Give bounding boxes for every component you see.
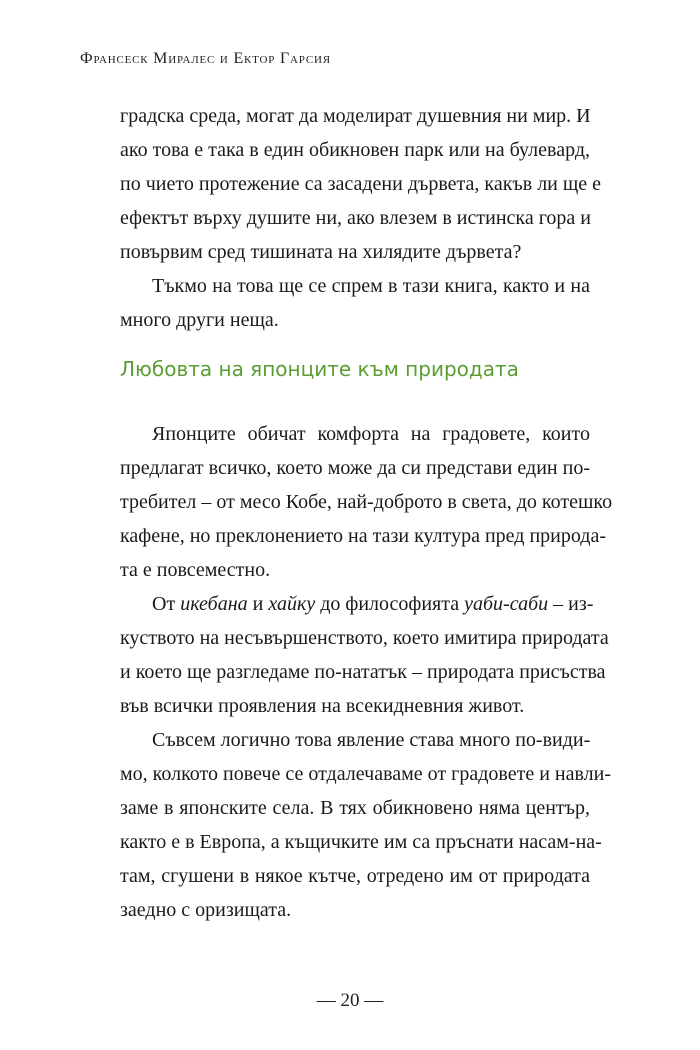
text-line: повървим сред тишината на хилядите дървета? [120, 241, 522, 263]
text-line: във всички проявления на всекидневния живот. [120, 695, 525, 717]
italic-term: икебана [180, 593, 248, 615]
section-heading: Любовта на японците към природата [120, 357, 519, 381]
text-line: ако това е така в един обикновен парк или на булевард, [120, 139, 590, 161]
text-run: и [247, 593, 269, 615]
text-line: по чието протежение са засадени дървета, какъв ли ще е [120, 173, 602, 195]
text-line [152, 591, 594, 617]
page-number: — 20 — [316, 990, 384, 1011]
text-line: заме в японските села. В тях обикновено няма център, [120, 797, 590, 819]
text-line: Тъкмо на това ще се спрем в тази книга, както и на [152, 275, 590, 297]
italic-term: уаби-саби [464, 593, 549, 615]
text-line: куството на несъвършенството, което имитира природата [120, 627, 609, 649]
text-line: ефектът върху душите ни, ако влезем в истинска гора и [120, 207, 591, 229]
text-line: Съвсем логично това явление става много по-види- [152, 729, 591, 751]
text-line: заедно с оризищата. [120, 899, 292, 921]
text-line: градска среда, могат да моделират душевния ни мир. И [120, 105, 591, 127]
text-line: требител – от месо Кобе, най-доброто в света, до котешко [120, 491, 613, 513]
text-line: и което ще разгледаме по-нататък – природата присъства [120, 661, 606, 683]
text-line: кафене, но преклонението на тази култура пред природа- [120, 525, 606, 547]
text-run: – из- [548, 593, 594, 615]
italic-term: хайку [268, 593, 316, 615]
text-run: до философията [315, 593, 465, 615]
text-line: мо, колкото повече се отдалечаваме от градовете и навли- [120, 763, 612, 785]
text-line: там, сгушени в някое кътче, отредено им от природата [120, 865, 590, 887]
running-head: Франсеск Миралес и Ектор Гарсия [80, 50, 331, 67]
text-line: както е в Европа, а къщичките им са пръснати насам-на- [120, 831, 602, 853]
text-line: предлагат всичко, което може да си представи един по- [120, 457, 590, 479]
text-line: много други неща. [120, 309, 279, 331]
text-run: От [152, 593, 181, 615]
text-line: Японците обичат комфорта на градовете, които [152, 423, 590, 445]
text-line: та е повсеместно. [120, 559, 271, 581]
